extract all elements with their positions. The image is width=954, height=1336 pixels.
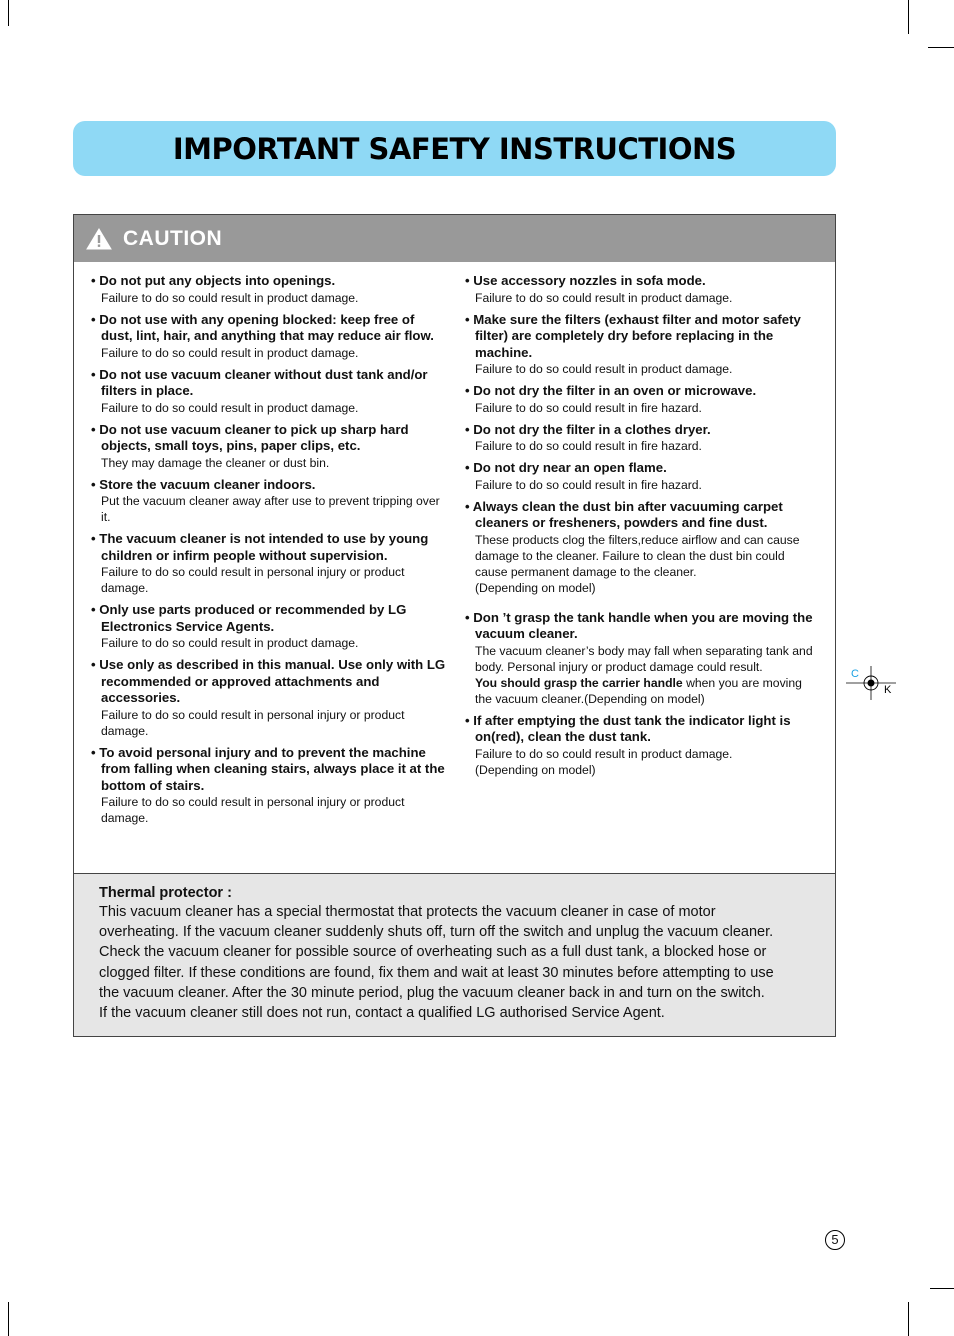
item-heading: • Do not use with any opening blocked: keep free of dust, lint, hair, and anything that may reduce air flow.: [91, 311, 434, 343]
list-item: [91, 367, 447, 416]
item-body: Failure to do so could result in fire hazard.: [475, 477, 702, 492]
item-body: Failure to do so could result in product damage.: [475, 746, 733, 761]
crop-mark: [8, 1302, 9, 1336]
thermal-body: [99, 902, 815, 1023]
item-heading: • Do not dry the filter in an oven or microwave.: [465, 383, 757, 398]
list-item: [465, 713, 820, 778]
thermal-protector-section: [74, 873, 835, 1036]
page-number: 5: [825, 1230, 845, 1250]
item-note: (Depending on model): [475, 580, 596, 595]
list-item: [465, 460, 820, 493]
list-item: [465, 499, 820, 596]
list-item: [91, 657, 447, 739]
item-body-bold: You should grasp the carrier handle: [475, 675, 683, 690]
title-banner: [73, 121, 836, 176]
registration-c-label: C: [851, 668, 859, 680]
item-body: Failure to do so could result in product damage.: [101, 345, 359, 360]
thermal-line: If the vacuum cleaner still does not run, contact a qualified LG authorised Service Agent.: [99, 1005, 665, 1022]
crop-mark: [908, 0, 909, 34]
item-heading: • Do not put any objects into openings.: [91, 273, 336, 288]
item-heading: • Do not dry the filter in a clothes dryer.: [465, 421, 711, 437]
caution-list-left: [91, 273, 447, 832]
list-item: [465, 273, 820, 306]
item-body: They may damage the cleaner or dust bin.: [101, 455, 330, 470]
caution-list-right: [465, 273, 820, 784]
item-heading: • Use only as described in this manual. Use only with LG recommended or approved attachments and accessories.: [91, 657, 446, 705]
item-body: Failure to do so could result in product damage.: [101, 290, 359, 305]
thermal-line: This vacuum cleaner has a special thermostat that protects the vacuum cleaner in case of motor: [99, 904, 716, 920]
item-heading: • To avoid personal injury and to prevent the machine from falling when cleaning stairs, always place it at the bottom of stairs.: [91, 744, 445, 793]
item-body: [465, 643, 820, 707]
item-heading: • Make sure the filters (exhaust filter and motor safety filter) are completely dry before replacing in the machine.: [465, 311, 801, 360]
list-item: [465, 312, 820, 378]
crop-mark: [908, 1302, 909, 1336]
item-body-tail: when you are moving the vacuum cleaner.(Depending on model): [475, 675, 802, 706]
crop-mark: [928, 47, 954, 48]
item-body: Failure to do so could result in fire hazard.: [475, 400, 702, 415]
caution-label: CAUTION: [123, 226, 223, 250]
item-heading: • Do not use vacuum cleaner to pick up sharp hard objects, small toys, pins, paper clips, etc.: [91, 421, 409, 453]
item-heading: • If after emptying the dust tank the indicator light is on(red), clean the dust tank.: [465, 712, 791, 744]
item-heading: • Do not use vacuum cleaner without dust tank and/or filters in place.: [91, 366, 428, 398]
item-body: Failure to do so could result in product damage.: [475, 290, 733, 305]
item-heading: • The vacuum cleaner is not intended to use by young children or infirm people without supervision.: [91, 531, 429, 563]
item-heading: • Don ’t grasp the tank handle when you are moving the vacuum cleaner.: [465, 609, 813, 641]
thermal-line: clogged filter. If these conditions are found, fix them and wait at least 30 minutes before attempting to use: [99, 964, 774, 981]
item-body: Failure to do so could result in product damage.: [101, 636, 359, 650]
list-item: [91, 273, 447, 306]
warning-triangle-icon: [86, 228, 112, 250]
item-heading: • Use accessory nozzles in sofa mode.: [465, 273, 706, 288]
page-title: IMPORTANT SAFETY INSTRUCTIONS: [172, 131, 737, 166]
crop-mark: [930, 1288, 954, 1289]
item-heading: • Store the vacuum cleaner indoors.: [91, 476, 316, 492]
list-item: [91, 745, 447, 827]
crop-mark: [8, 0, 9, 26]
list-item: [465, 383, 820, 416]
caution-header: [74, 215, 835, 262]
item-body-text: The vacuum cleaner’s body may fall when separating tank and body. Personal injury or product damage could result.: [475, 643, 813, 674]
thermal-title: Thermal protector :: [99, 885, 232, 901]
list-item: [91, 422, 447, 471]
item-heading: • Always clean the dust bin after vacuuming carpet cleaners or fresheners, powders and fine dust.: [465, 498, 783, 530]
item-body: Put the vacuum cleaner away after use to prevent tripping over it.: [101, 494, 440, 524]
item-heading: • Do not dry near an open flame.: [465, 460, 667, 475]
item-body: Failure to do so could result in personal injury or product damage.: [101, 565, 405, 595]
registration-k-label: K: [884, 684, 892, 696]
item-body: Failure to do so could result in personal injury or product damage.: [101, 795, 405, 825]
list-item: [91, 477, 447, 526]
item-note: (Depending on model): [475, 762, 596, 777]
item-body: Failure to do so could result in personal injury or product damage.: [101, 707, 405, 738]
thermal-line: overheating. If the vacuum cleaner suddenly shuts off, turn off the switch and unplug the vacuum cleaner.: [99, 924, 774, 941]
item-body: These products clog the filters,reduce airflow and can cause damage to the cleaner. Failure to clean the dust bin could cause permanent damage to the cleaner.: [475, 532, 800, 579]
list-item: [465, 422, 820, 455]
caution-box: [73, 214, 836, 1037]
item-body: Failure to do so could result in product damage.: [101, 400, 359, 415]
item-body: Failure to do so could result in product damage.: [475, 362, 733, 376]
list-item: [91, 531, 447, 596]
list-item: [465, 610, 820, 707]
thermal-line: Check the vacuum cleaner for possible source of overheating such as a full dust tank, a blocked hose or: [99, 944, 767, 961]
thermal-line: the vacuum cleaner. After the 30 minute period, plug the vacuum cleaner back in and turn on the switch.: [99, 984, 765, 1001]
item-body: Failure to do so could result in fire hazard.: [475, 439, 702, 453]
item-heading: • Only use parts produced or recommended by LG Electronics Service Agents.: [91, 602, 407, 634]
list-item: [91, 312, 447, 361]
list-item: [91, 602, 447, 651]
